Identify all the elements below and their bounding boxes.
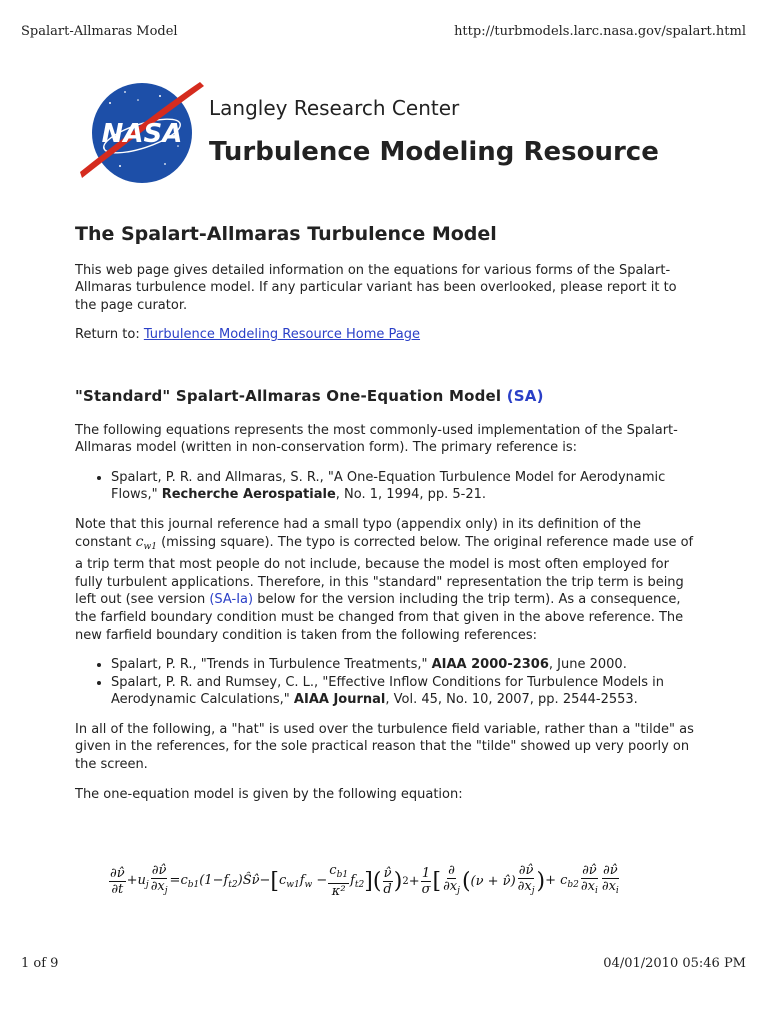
home-page-link[interactable]: Turbulence Modeling Resource Home Page [143,327,421,343]
print-footer-page: 1 of 9 [21,956,59,971]
para2-a: Note that this journal reference had a small typo (appendix only) in its definition of the constant [75,516,642,550]
intro-paragraph: This web page gives detailed information on the equations for various forms of the Spalart-Allmaras turbulence model. If any particular variant has been overlooked, please report it to the page curator. [75,262,677,313]
print-header-url: http://turbmodels.larc.nasa.gov/spalart.html [454,24,746,39]
ref3-tail: , Vol. 45, No. 10, 2007, pp. 2544-2553. [385,692,638,708]
para2-b: (missing square). The typo is corrected below. The original reference made use of a trip term that most people do not include, because the model is most often employed for fully turbulent applications. Therefore, in this "standard" representation the trip term is being left out (see version [75,534,694,608]
page-title: The Spalart-Allmaras Turbulence Model [75,223,497,245]
eq-term-cb1-kappa: $\frac{c_{b1}}{\text{κ²}}$ [329,863,349,899]
ref1-journal: Recherche Aerospatiale [161,487,336,503]
eq-term-sigma: $\frac{1}{\sigma}$ [421,865,431,897]
cw1-constant: $c_{w1}$ [135,533,157,552]
eq-term-convection: $\frac{\partial\nû}{\partial x_j}$ [150,863,168,896]
para-equation-intro: The one-equation model is given by the following equation: [75,786,463,802]
print-footer-datetime: 04/01/2010 05:46 PM [603,956,746,971]
ref2-tail: , June 2000. [548,657,627,673]
reference-list-2 [75,656,695,709]
para-primary-reference: The following equations represents the most commonly-used implementation of the Spalart-Allmaras model (written in non-conservation form). The primary reference is: [75,422,678,456]
para2-c: below for the version including the trip term). As a consequence, the farfield boundary condition must be changed from that given in the above reference. The new farfield boundary condition is taken from the following references: [75,592,684,643]
sa-tag: (SA) [506,386,544,405]
ref3-journal: AIAA Journal [293,692,386,708]
eq-term-nu-d: $\frac{\nû}{d}$ [383,865,392,897]
sa-ia-link[interactable]: (SA-Ia) [209,592,254,608]
center-name: Langley Research Center [209,96,460,120]
reference-list-1 [75,469,695,504]
reference-item [111,469,695,504]
eq-term-dt: $\frac{\partial\nû}{\partial t}$ [110,865,125,897]
reference-item [111,656,695,674]
para-hat-note: In all of the following, a "hat" is used over the turbulence field variable, rather than a "tilde" as given in the references, for the sole practical reason that the "tilde" showed up very poorly on the screen. [75,721,694,773]
ref1-tail: , No. 1, 1994, pp. 5-21. [335,487,487,503]
reference-item [111,674,695,709]
para-typo-note [75,516,695,644]
ref2-journal: AIAA 2000-2306 [431,657,549,673]
main-content [75,223,695,815]
nasa-logo-text: NASA [101,119,183,149]
ref1-text: Spalart, P. R. and Allmaras, S. R., "A One-Equation Turbulence Model for Aerodynamic Flows," [111,469,666,503]
section-title-text: "Standard" Spalart-Allmaras One-Equation Model [75,386,507,405]
section-title [75,388,695,406]
print-header-title: Spalart-Allmaras Model [21,24,178,39]
return-prefix: Return to: [75,327,144,343]
return-line [75,326,695,344]
nasa-logo-icon [80,78,206,188]
ref2-text: Spalart, P. R., "Trends in Turbulence Treatments," [111,657,432,673]
resource-name: Turbulence Modeling Resource [209,137,659,167]
ref3-text: Spalart, P. R. and Rumsey, C. L., "Effective Inflow Conditions for Turbulence Models in Aerodynamic Calculations," [111,674,665,708]
sa-equation: $\frac{\partial\nû}{\partial t}$ $+u_j$ $\frac{\partial\nû}{\partial x_j}$ $=c_{b1}(1-f_{t2})Ŝ\nû-$ [ $c_{w1}f_w$ − $\frac{c_{b1}}{\text{κ²}}$ $f_{t2}$ ] ( $\frac{\nû}{d}$ ) 2 + $\frac{1}{\sigma}$ [ $\frac{\partial}{\partial x_j}$ ( (ν + ν̂) $\frac{\partial\nû}{\partial x_j}$ ) + $c_{b2}$ $\frac{\partial\nû}{\partial x_i}$ $\frac{\partial\nû}{\partial x_i}$ [110,863,619,899]
